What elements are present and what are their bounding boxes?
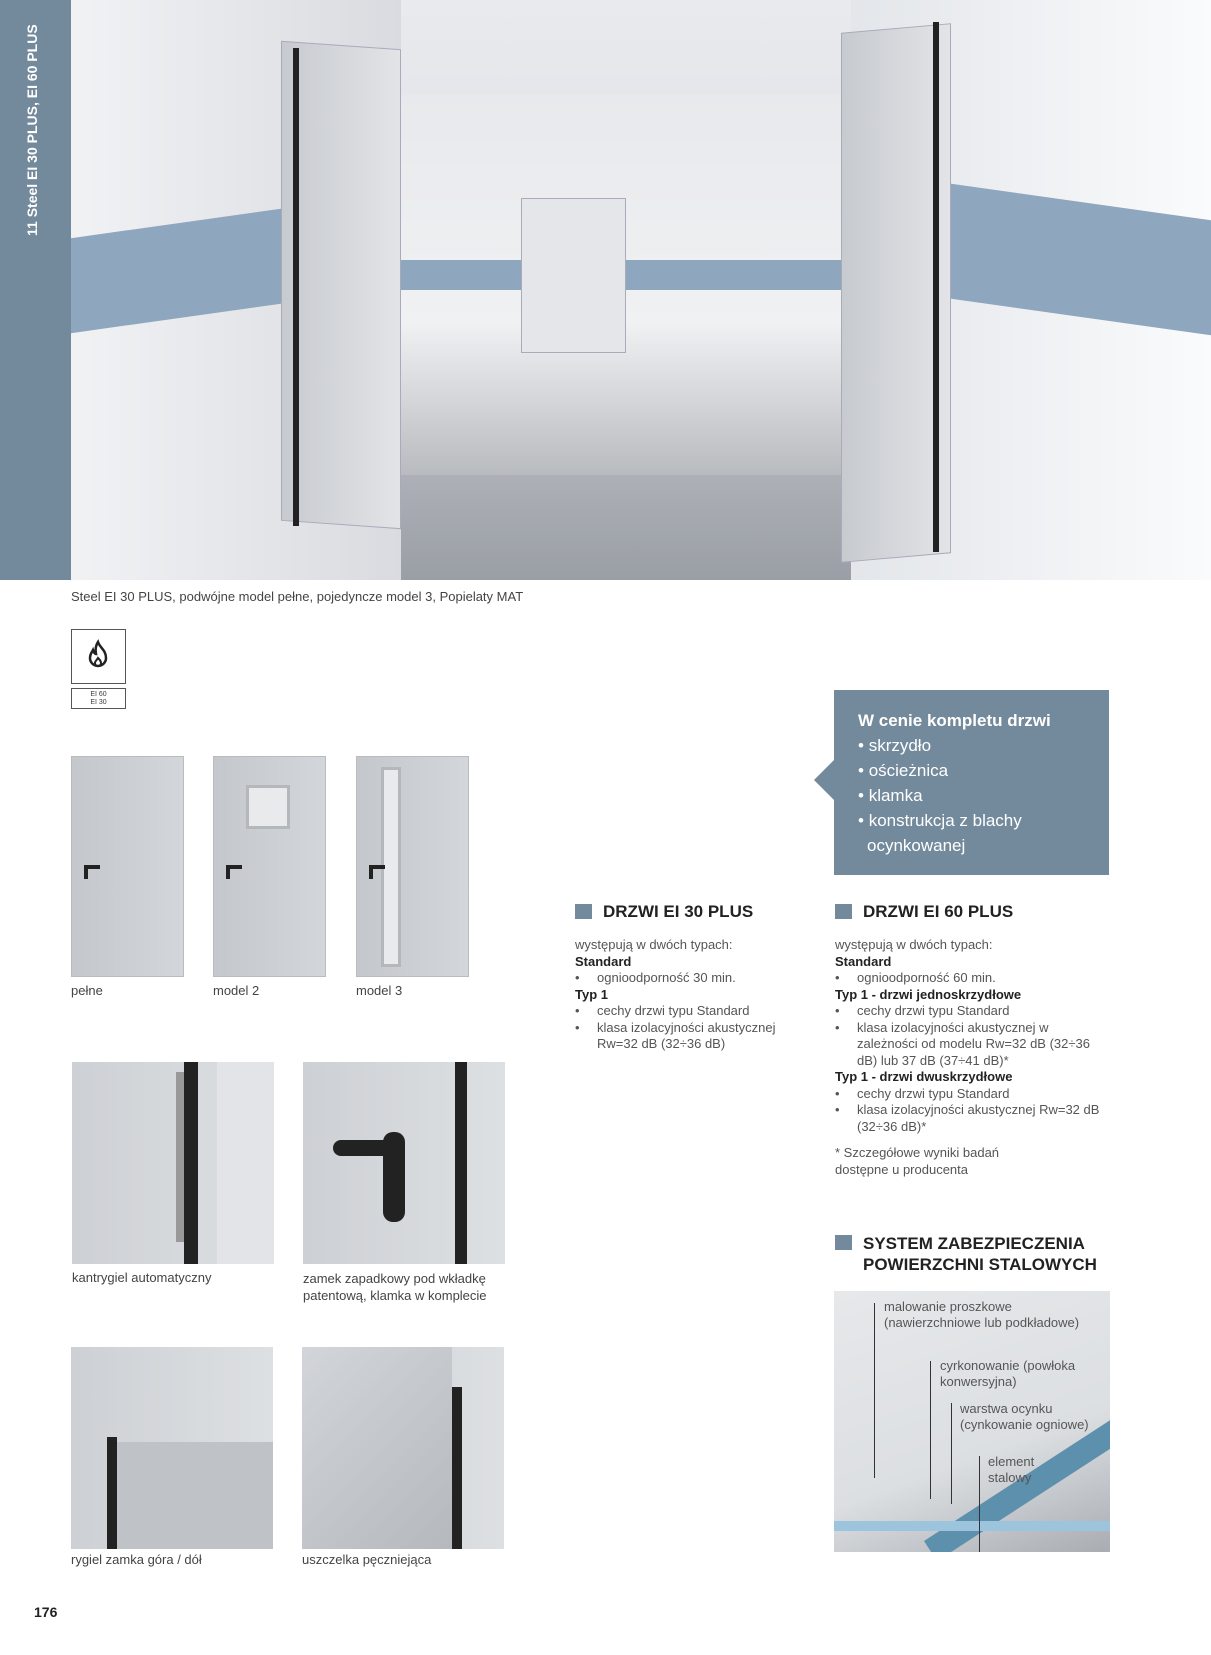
layer-label: cyrkonowanie (powłoka konwersyjna) xyxy=(940,1358,1076,1389)
detail-photo-flush-bolt xyxy=(72,1062,274,1264)
intro: występują w dwóch typach: xyxy=(575,937,733,952)
door-model-2 xyxy=(213,756,326,977)
promo-item: • klamka xyxy=(858,786,923,805)
list-item: • cechy drzwi typu Standard xyxy=(575,1003,835,1020)
ei60-description xyxy=(835,937,1105,1178)
type-standard: Standard xyxy=(575,953,632,969)
footnote: * Szczegółowe wyniki badań dostępne u producenta xyxy=(835,1145,1000,1177)
detail-photo-lock-bolt xyxy=(71,1347,273,1549)
surface-protection-diagram xyxy=(834,1291,1110,1552)
detail-label: kantrygiel automatyczny xyxy=(72,1270,212,1285)
fire-class-ei60: EI 60 xyxy=(90,691,107,698)
flame-icon xyxy=(72,630,124,682)
handle-icon xyxy=(84,865,100,869)
layer-label: malowanie proszkowe (nawierzchniowe lub podkładowe) xyxy=(884,1299,1080,1330)
list-item: • ognioodporność 60 min. xyxy=(835,970,1105,987)
promo-item: • skrzydło xyxy=(858,736,932,755)
door-model-label: model 2 xyxy=(213,983,260,998)
far-door xyxy=(521,198,626,353)
list-item: • cechy drzwi typu Standard xyxy=(835,1086,1105,1103)
door-seal xyxy=(933,22,939,552)
chapter-title: 11 Steel EI 30 PLUS, EI 60 PLUS xyxy=(24,24,40,236)
handle-icon xyxy=(226,865,242,869)
list-item: • klasa izolacyjności akustycznej Rw=32 dB (32÷36 dB)* xyxy=(835,1102,1105,1135)
detail-photo-lock xyxy=(303,1062,505,1264)
detail-label: uszczelka pęczniejąca xyxy=(302,1552,432,1567)
photo-caption: Steel EI 30 PLUS, podwójne model pełne, pojedyncze model 3, Popielaty MAT xyxy=(71,589,524,604)
fire-class-label xyxy=(71,688,126,709)
intro: występują w dwóch typach: xyxy=(835,937,993,952)
door-model-label: model 3 xyxy=(356,983,403,998)
type-1-single: Typ 1 - drzwi jednoskrzydłowe xyxy=(835,986,1022,1002)
layer-band xyxy=(834,1521,1110,1531)
fire-resistance-badge xyxy=(71,629,126,684)
system-heading xyxy=(835,1233,1097,1275)
type-1: Typ 1 xyxy=(575,986,608,1002)
promo-item: • konstrukcja z blachy ocynkowanej xyxy=(858,811,1022,855)
list-item: • klasa izolacyjności akustycznej w zależności od modelu Rw=32 dB (32÷36 dB) lub 37 dB (37÷41 dB)* xyxy=(835,1020,1105,1070)
fire-class-ei30: EI 30 xyxy=(90,699,107,706)
page-number: 176 xyxy=(34,1604,58,1620)
list-item: • cechy drzwi typu Standard xyxy=(835,1003,1105,1020)
ei30-heading: DRZWI EI 30 PLUS xyxy=(575,902,753,922)
detail-label: rygiel zamka góra / dół xyxy=(71,1552,202,1567)
door-model-3 xyxy=(356,756,469,977)
layer-label: warstwa ocynku (cynkowanie ogniowe) xyxy=(960,1401,1089,1432)
door-seal xyxy=(293,48,299,526)
detail-photo-intumescent-seal xyxy=(302,1347,504,1549)
door-model-label: pełne xyxy=(71,983,103,998)
handle-icon xyxy=(369,865,385,869)
heading-line: SYSTEM ZABEZPIECZENIA xyxy=(863,1234,1085,1253)
type-standard: Standard xyxy=(835,953,892,969)
promo-title: W cenie kompletu drzwi xyxy=(858,711,1051,730)
left-door-leaf xyxy=(281,41,401,529)
price-includes-box xyxy=(834,690,1109,875)
ei30-description xyxy=(575,937,835,1053)
ei60-heading: DRZWI EI 60 PLUS xyxy=(835,902,1013,922)
heading-line: POWIERZCHNI STALOWYCH xyxy=(863,1255,1097,1274)
corridor-photo xyxy=(71,0,1211,580)
list-item: • ognioodporność 30 min. xyxy=(575,970,835,987)
door-model-full xyxy=(71,756,184,977)
detail-label: zamek zapadkowy pod wkładkę patentową, klamka w komplecie xyxy=(303,1271,487,1303)
list-item: • klasa izolacyjności akustycznej Rw=32 dB (32÷36 dB) xyxy=(575,1020,785,1053)
type-1-double: Typ 1 - drzwi dwuskrzydłowe xyxy=(835,1069,1013,1084)
chapter-sidebar xyxy=(0,0,71,580)
layer-label: element stalowy xyxy=(988,1454,1035,1485)
promo-item: • ościeżnica xyxy=(858,761,949,780)
